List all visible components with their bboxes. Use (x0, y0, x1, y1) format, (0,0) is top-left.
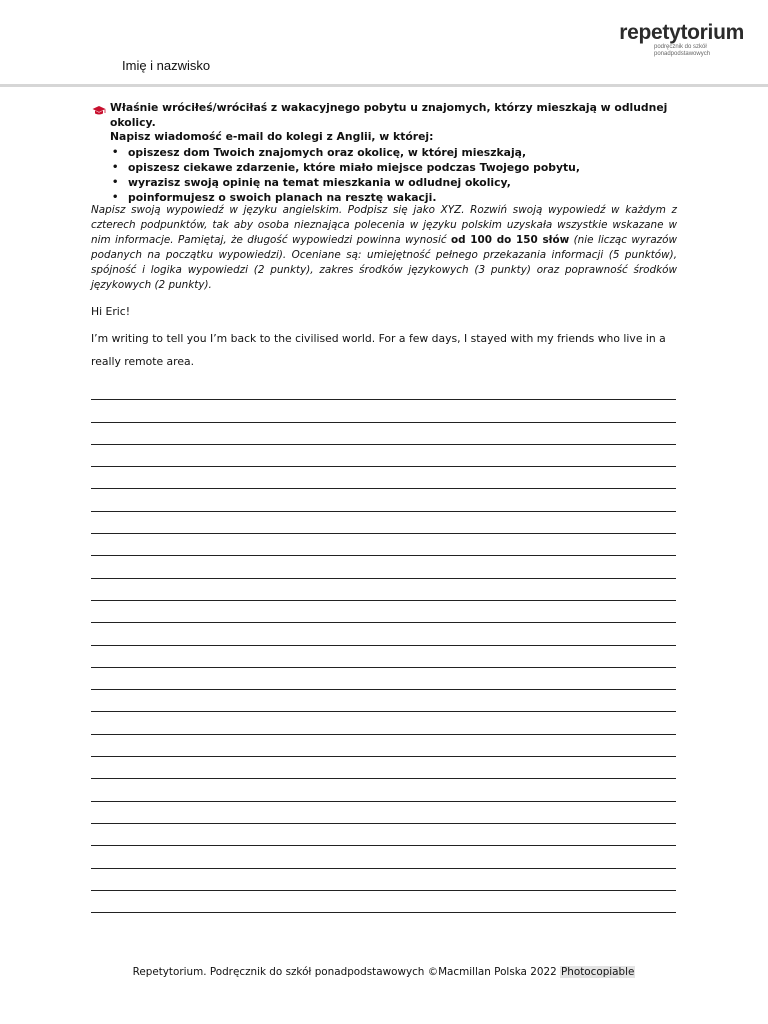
graduation-cap-icon (92, 102, 106, 114)
answer-line[interactable] (91, 846, 676, 868)
answer-line[interactable] (91, 445, 676, 467)
instructions-paragraph (91, 203, 677, 294)
task-prompt (92, 101, 677, 205)
answer-writing-area[interactable] (91, 378, 676, 913)
footer-text: Repetytorium. Podręcznik do szkół ponadpodstawowych ©Macmillan Polska 2022 (132, 966, 560, 978)
answer-line[interactable] (91, 891, 676, 913)
task-line-1: Właśnie wróciłeś/wróciłaś z wakacyjnego pobytu u znajomych, którzy mieszkają w odludnej okolicy. (110, 101, 668, 129)
logo-subtitle-2: ponadpodstawowych (654, 51, 711, 57)
logo-wordmark: repetytorium (619, 21, 744, 44)
letter-opening: I’m writing to tell you I’m back to the civilised world. For a few days, I stayed with my friends who live in a really remote area. (91, 332, 666, 368)
answer-line[interactable] (91, 735, 676, 757)
instructions-word-count: od 100 do 150 słów (451, 234, 570, 247)
answer-line[interactable] (91, 378, 676, 400)
bullet-text: opiszesz ciekawe zdarzenie, które miało miejsce podczas Twojego pobytu, (128, 160, 580, 174)
answer-line[interactable] (91, 712, 676, 734)
answer-line[interactable] (91, 512, 676, 534)
list-item: • opiszesz dom Twoich znajomych oraz okolicę, w której mieszkają, (112, 145, 527, 159)
answer-line[interactable] (91, 489, 676, 511)
answer-line[interactable] (91, 556, 676, 578)
task-line-2: Napisz wiadomość e-mail do kolegi z Anglii, w której: (110, 130, 434, 143)
answer-line[interactable] (91, 601, 676, 623)
instructions-text-2: (nie licząc wyrazów podanych na początku wypowiedzi). Oceniane są: umiejętność pełnego przekazania informacji (5 punktów), spójność i logika wypowiedzi (2 punkty), zakres środków językowych (3 punkty) oraz poprawność środków językowych (2 punkty). (91, 234, 677, 292)
answer-line[interactable] (91, 579, 676, 601)
answer-line[interactable] (91, 623, 676, 645)
name-label: Imię i nazwisko (122, 58, 211, 73)
photocopiable-label: Photocopiable (560, 966, 635, 978)
bullet-text: opiszesz dom Twoich znajomych oraz okolicę, w której mieszkają, (128, 145, 527, 159)
instructions-text-1: Napisz swoją wypowiedź w języku angielskim. Podpisz się jako XYZ. Rozwiń swoją wypowiedź w każdym z czterech podpunktów, tak aby osoba nieznająca polecenia w języku polskim uzyskała wszystkie wskazane w nim informacje. Pamiętaj, że długość wypowiedzi powinna wynosić (91, 204, 677, 247)
logo-subtitle-1: podręcznik do szkół (654, 44, 707, 50)
page-footer (0, 966, 768, 978)
answer-line[interactable] (91, 690, 676, 712)
answer-line[interactable] (91, 646, 676, 668)
answer-line[interactable] (91, 757, 676, 779)
list-item: • opiszesz ciekawe zdarzenie, które miało miejsce podczas Twojego pobytu, (112, 160, 580, 174)
answer-line[interactable] (91, 802, 676, 824)
answer-line[interactable] (91, 668, 676, 690)
answer-line[interactable] (91, 779, 676, 801)
answer-line[interactable] (91, 467, 676, 489)
repetytorium-logo (584, 22, 744, 58)
letter-greeting: Hi Eric! (91, 305, 131, 318)
answer-line[interactable] (91, 423, 676, 445)
task-bullet-list (110, 145, 677, 205)
bullet-text: wyrazisz swoją opinię na temat mieszkania w odludnej okolicy, (128, 175, 511, 189)
answer-line[interactable] (91, 400, 676, 422)
answer-line[interactable] (91, 869, 676, 891)
header-divider (0, 84, 768, 87)
bullet-text: poinformujesz o swoich planach na resztę wakacji. (128, 190, 437, 204)
list-item: • poinformujesz o swoich planach na resztę wakacji. (112, 190, 437, 204)
answer-line[interactable] (91, 824, 676, 846)
list-item: • wyrazisz swoją opinię na temat mieszkania w odludnej okolicy, (112, 175, 511, 189)
answer-line[interactable] (91, 534, 676, 556)
